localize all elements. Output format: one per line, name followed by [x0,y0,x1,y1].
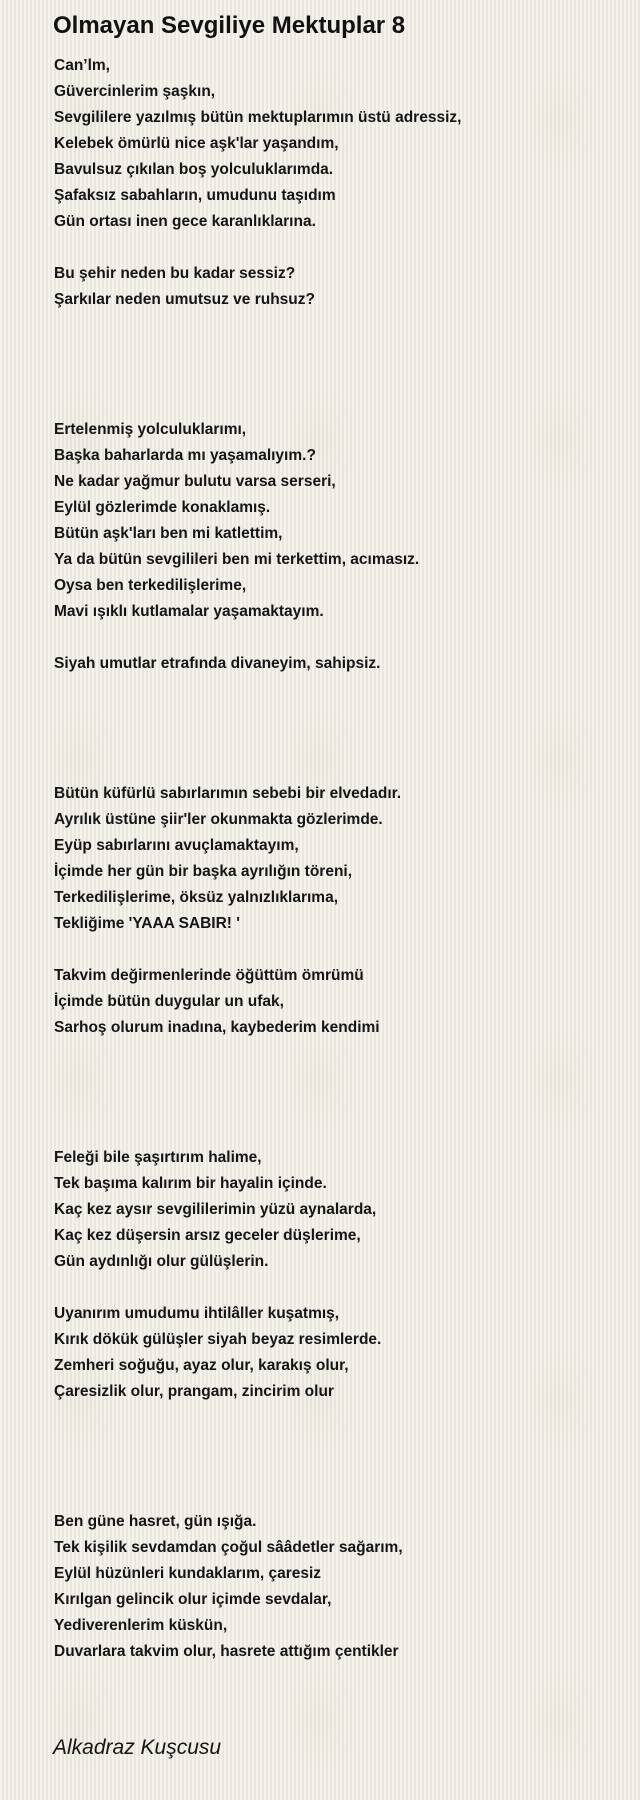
poem-line: Yediverenlerim küskün, [54,1617,228,1634]
poem-line: Ne kadar yağmur bulutu varsa serseri, [54,473,336,490]
poem-line: Eylül gözlerimde konaklamış. [54,499,271,516]
stanza-gap [54,1431,624,1457]
poem-line: Terkedilişlerime, öksüz yalnızlıklarıma, [54,889,339,906]
poem-line: Bütün aşk'ları ben mi katlettim, [54,525,283,542]
poem-line: Sarhoş olurum inadına, kaybederim kendimi [54,1019,380,1036]
poem-line: Kırılgan gelincik olur içimde sevdalar, [54,1591,332,1608]
poem-line: Siyah umutlar etrafında divaneyim, sahipsiz. [54,655,381,672]
poem-line: Başka baharlarda mı yaşamalıyım.? [54,447,316,464]
stanza-gap [54,937,624,963]
stanza-gap [54,1457,624,1483]
stanza-gap [54,677,624,703]
poem-line: Tekliğime 'YAAA SABIR! ' [54,915,240,932]
stanza-gap [54,1119,624,1145]
poem-line: Ya da bütün sevgilileri ben mi terkettim, acımasız. [54,551,420,568]
poem-line: Kelebek ömürlü nice aşk'lar yaşandım, [54,135,339,152]
poem-line: İçimde her gün bir başka ayrılığın töreni, [54,863,353,880]
poem-line: Tek kişilik sevdamdan çoğul sââdetler sağarım, [54,1539,403,1556]
stanza-gap [54,1275,624,1301]
stanza-gap [54,729,624,755]
poem-line: İçimde bütün duygular un ufak, [54,993,284,1010]
stanza-gap [54,1067,624,1093]
poem-line: Sevgililere yazılmış bütün mektuplarımın üstü adressiz, [54,109,462,126]
poem-line: Ayrılık üstüne şiir'ler okunmakta gözlerimde. [54,811,383,828]
poem-line: Can’lm, [54,57,110,74]
poem-line: Çaresizlik olur, prangam, zincirim olur [54,1383,334,1400]
poem-body [54,53,624,1665]
poem-line: Kırık dökük gülüşler siyah beyaz resimlerde. [54,1331,382,1348]
poem-line: Bu şehir neden bu kadar sessiz? [54,265,296,282]
poem-line: Şarkılar neden umutsuz ve ruhsuz? [54,291,315,308]
poem-title: Olmayan Sevgiliye Mektuplar 8 [53,12,406,39]
poem-line: Zemheri soğuğu, ayaz olur, karakış olur, [54,1357,349,1374]
stanza-gap [54,339,624,365]
poem-line: Uyanırım umudumu ihtilâller kuşatmış, [54,1305,340,1322]
poem-line: Gün ortası inen gece karanlıklarına. [54,213,316,230]
poem-line: Gün aydınlığı olur gülüşlerin. [54,1253,269,1270]
stanza-gap [54,703,624,729]
stanza-gap [54,755,624,781]
poem-line: Feleği bile şaşırtırım halime, [54,1149,262,1166]
stanza-gap [54,235,624,261]
stanza-gap [54,1483,624,1509]
poem-line: Mavi ışıklı kutlamalar yaşamaktayım. [54,603,324,620]
poem-author: Alkadraz Kuşcusu [53,1736,222,1759]
stanza-gap [54,625,624,651]
stanza-gap [54,1041,624,1067]
stanza-gap [54,391,624,417]
poem-line: Eylül hüzünleri kundaklarım, çaresiz [54,1565,322,1582]
poem-line: Ertelenmiş yolculuklarımı, [54,421,247,438]
stanza-gap [54,313,624,339]
poem-line: Bavulsuz çıkılan boş yolculuklarımda. [54,161,334,178]
stanza-gap [54,1093,624,1119]
stanza-gap [54,1405,624,1431]
poem-line: Ben güne hasret, gün ışığa. [54,1513,257,1530]
poem-line: Duvarlara takvim olur, hasrete attığım çentikler [54,1643,399,1660]
stanza-gap [54,365,624,391]
poem-line: Oysa ben terkedilişlerime, [54,577,247,594]
poem-line: Tek başıma kalırım bir hayalin içinde. [54,1175,327,1192]
poem-line: Kaç kez düşersin arsız geceler düşlerime, [54,1227,361,1244]
poem-line: Takvim değirmenlerinde öğüttüm ömrümü [54,967,364,984]
poem-line: Şafaksız sabahların, umudunu taşıdım [54,187,336,204]
poem-line: Eyüp sabırlarını avuçlamaktayım, [54,837,299,854]
poem-line: Güvercinlerim şaşkın, [54,83,216,100]
poem-line: Kaç kez aysır sevgililerimin yüzü aynalarda, [54,1201,377,1218]
poem-line: Bütün küfürlü sabırlarımın sebebi bir elvedadır. [54,785,402,802]
